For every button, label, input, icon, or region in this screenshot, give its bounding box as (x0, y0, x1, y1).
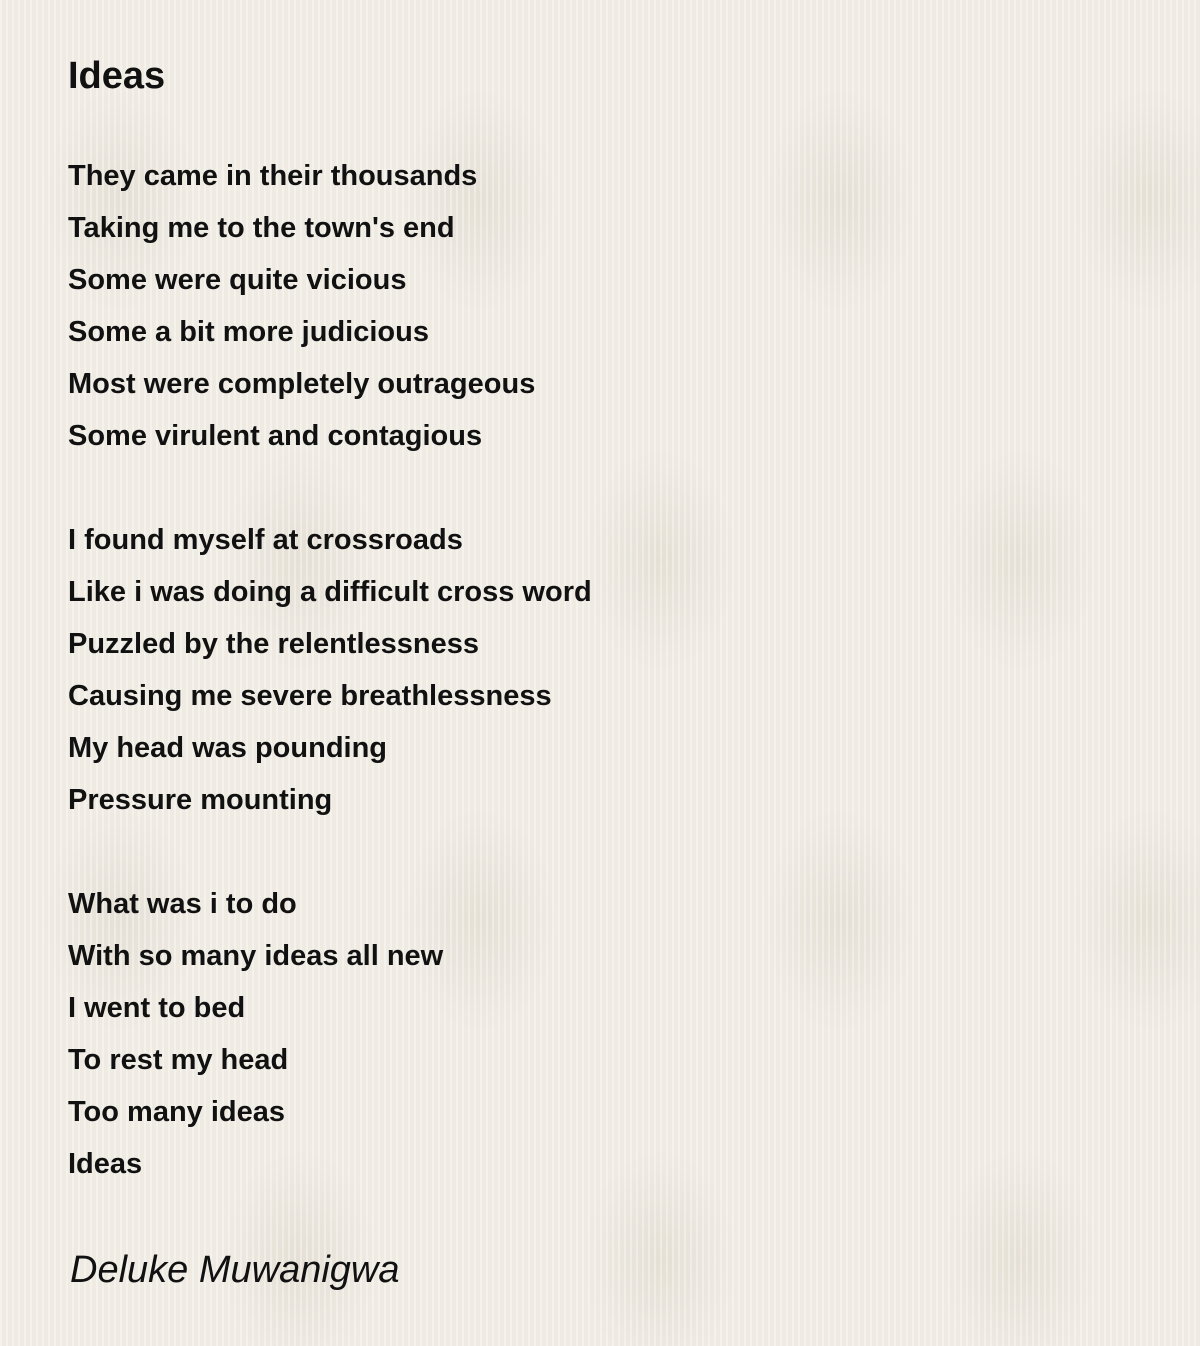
poem-line: They came in their thousands (68, 160, 478, 192)
poem-line: Pressure mounting (68, 784, 333, 816)
poem-line: Some a bit more judicious (68, 316, 429, 348)
poem-line: Causing me severe breathlessness (68, 680, 552, 712)
poem-line: What was i to do (68, 888, 297, 920)
poem-line: Ideas (68, 1148, 143, 1180)
stanza-2 (68, 514, 1148, 826)
poem-line: My head was pounding (68, 732, 388, 764)
poem-body (68, 150, 1148, 1190)
poem-author: Deluke Muwanigwa (70, 1249, 400, 1291)
poem-line: Some virulent and contagious (68, 420, 483, 452)
stanza-1 (68, 150, 1148, 462)
poem-line: To rest my head (68, 1044, 289, 1076)
poem-line: Puzzled by the relentlessness (68, 628, 479, 660)
poem-title: Ideas (68, 55, 166, 97)
poem-line: Some were quite vicious (68, 264, 407, 296)
poem-page (68, 52, 1148, 1294)
poem-line: I found myself at crossroads (68, 524, 463, 556)
poem-line: Taking me to the town's end (68, 212, 455, 244)
stanza-3 (68, 878, 1148, 1190)
poem-line: Too many ideas (68, 1096, 286, 1128)
poem-line: With so many ideas all new (68, 940, 444, 972)
poem-line: Like i was doing a difficult cross word (68, 576, 592, 608)
poem-line: I went to bed (68, 992, 246, 1024)
poem-line: Most were completely outrageous (68, 368, 536, 400)
